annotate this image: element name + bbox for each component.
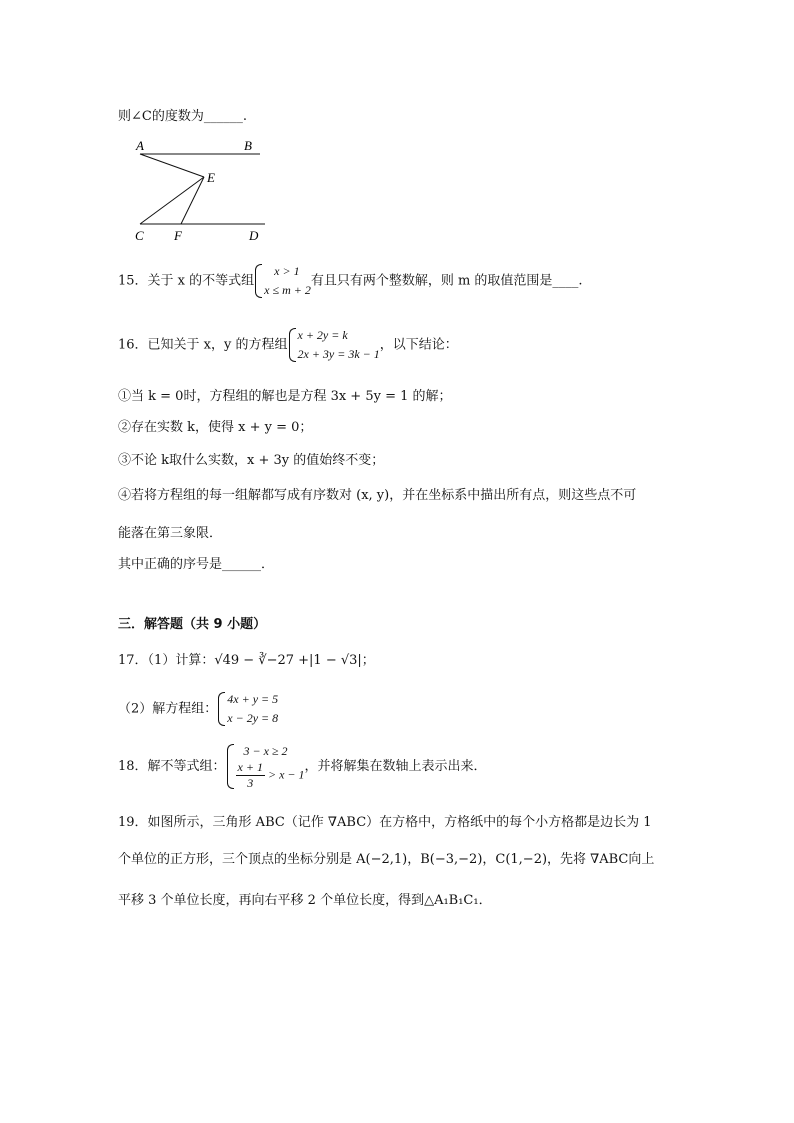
q19-line1: 19．如图所示，三角形 ABC（记作 ∇ABC）在方格中，方格纸中的每个小方格都是边长为 1 [118,815,652,830]
q19-line2: 个单位的正方形，三个顶点的坐标分别是 A(−2,1)，B(−3,−2)，C(1,−2)，先将 ∇ABC向上 [118,852,655,867]
q15-sys-line1: x > 1 [274,264,300,278]
q16-sys-line1: x + 2y = k [297,328,348,342]
q18-pre: 18．解不等式组： [118,759,226,774]
q19-line3: 平移 3 个单位长度，再向右平移 2 个单位长度，得到△A₁B₁C₁． [118,893,492,908]
q15-sys-line2: x ≤ m + 2 [264,283,311,297]
label-b: B [244,138,252,153]
conclusion-4: ④若将方程组的每一组解都写成有序数对 (x, y)，并在坐标系中描出所有点，则这些点不可 [118,488,637,503]
q15-post: 有且只有两个整数解，则 m 的取值范围是____. [310,273,583,289]
q18-frac-num: x + 1 [237,760,263,774]
q16-post: ，以下结论： [379,337,458,353]
q17-part2-pre: （2）解方程组： [118,701,218,717]
label-d: D [249,228,259,243]
q18-frac-den: 3 [247,776,254,790]
conclusion-3: ③不论 k取什么实数，x + 3y 的值始终不变； [118,453,385,468]
q18-system [226,742,305,791]
conclusion-2: ②存在实数 k，使得 x + y = 0； [118,420,313,435]
q16-system [288,326,380,364]
label-e: E [207,170,215,185]
segment-ec [140,177,204,224]
label-f: F [174,228,182,243]
label-a: A [136,138,144,153]
question-16 [118,326,458,364]
q16-number: 16． [118,337,148,353]
q18-sys-line1: 3 − x ≥ 2 [243,744,288,758]
q18-post: ，并将解集在数轴上表示出来． [304,759,487,774]
q17-part2 [118,690,278,728]
label-c: C [135,228,144,243]
segment-ae [140,154,204,177]
geometry-figure [128,136,273,246]
q16-sys-line2: 2x + 3y = 3k − 1 [297,347,380,361]
conclusion-1: ①当 k = 0时，方程组的解也是方程 3x + 5y = 1 的解； [118,389,452,404]
segment-ef [181,177,204,224]
q14-tail: 则∠C的度数为______. [118,109,247,124]
conclusion-4-cont: 能落在第三象限． [118,526,223,541]
q15-system [254,262,311,300]
q17-sys-line2: x − 2y = 8 [227,711,279,725]
q15-pre: 关于 x 的不等式组 [147,273,255,289]
q17-system [217,690,278,728]
section-3-heading: 三．解答题（共 9 小题） [118,617,267,632]
q15-number: 15． [118,273,148,289]
question-15 [118,262,583,300]
q16-pre: 已知关于 x，y 的方程组 [147,337,288,353]
q18-fraction [236,760,265,791]
q17-part1: 17．（1）计算：√49 − ∛−27 +|1 − √3|； [118,653,375,668]
q17-sys-line1: 4x + y = 5 [227,692,279,706]
q18-frac-rest: > x − 1 [267,767,305,782]
question-18 [118,742,487,791]
q16-end: 其中正确的序号是______． [118,557,275,572]
